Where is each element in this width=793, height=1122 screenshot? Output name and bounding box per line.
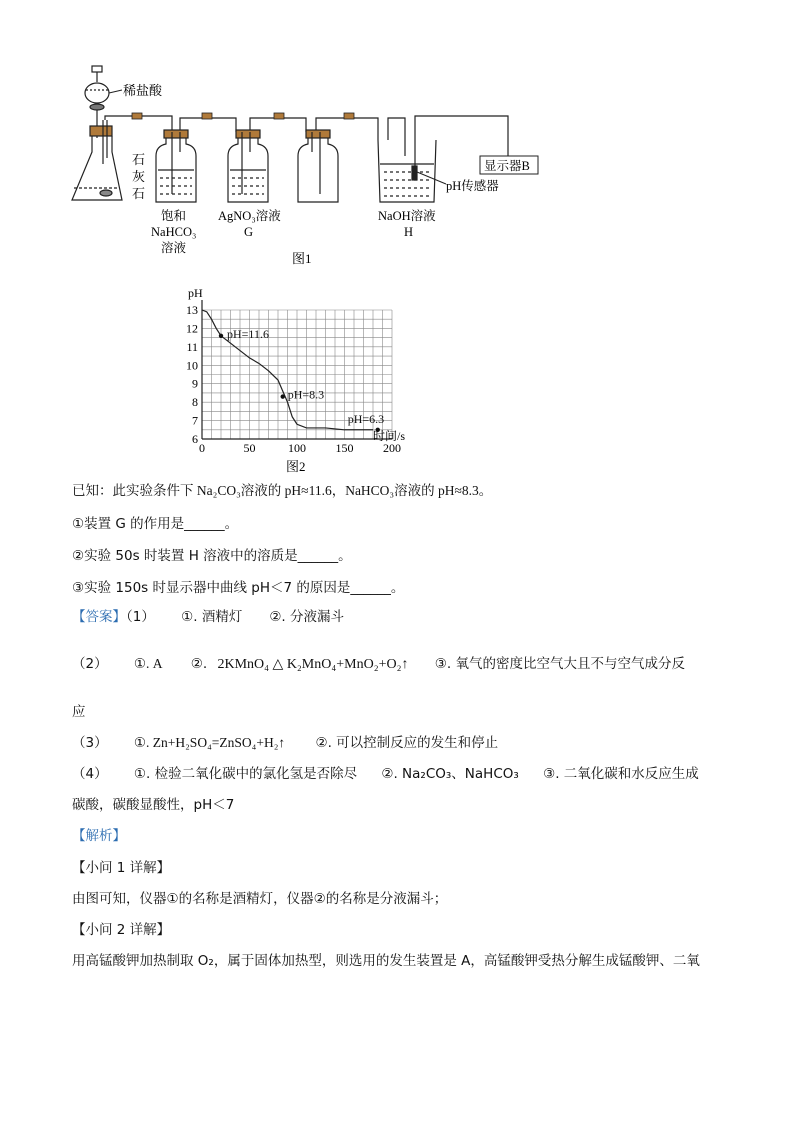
answer-3-line [72, 733, 498, 753]
x-tick-label: 200 [383, 441, 401, 455]
sub-question-2-text: 用高锰酸钾加热制取 O₂，属于固体加热型，则选用的发生装置是 A，高锰酸钾受热分解生成锰酸钾、二氧 [72, 953, 700, 969]
answer-tag: 【答案】 [72, 609, 126, 625]
x-tick-label: 50 [243, 441, 256, 455]
answer-4-part3: ③. 二氧化碳和水反应生成 [543, 766, 699, 782]
conical-flask [72, 120, 122, 200]
limestone-char-2: 灰 [132, 170, 146, 185]
y-tick-label: 6 [192, 432, 198, 446]
limestone-char-1: 石 [132, 153, 146, 168]
sub-question-1-text: 由图可知，仪器①的名称是酒精灯，仪器②的名称是分液漏斗； [72, 891, 448, 907]
answer-4-part1: ①. 检验二氧化碳中的氯化氢是否除尽 [133, 766, 358, 782]
question-1: ①装置 G 的作用是______。 [72, 516, 239, 532]
known-statement: 已知：此实验条件下 Na₂CO₃溶液的 pH≈11.6，NaHCO₃溶液的 pH≈8.3。 [72, 483, 493, 498]
bottle-nahco3 [156, 130, 196, 202]
answer-4-line [72, 764, 699, 784]
bottle-agno3 [228, 130, 268, 202]
sub-question-1-heading: 【小问 1 详解】 [72, 860, 171, 876]
beaker-label-2: H [404, 225, 414, 239]
bottle2-label-2: G [244, 225, 254, 239]
annotation-point [219, 334, 223, 338]
annotation-label: pH=11.6 [227, 326, 269, 341]
answer-3-part2: ②. 可以控制反应的发生和停止 [315, 735, 499, 751]
chart-annotations [219, 327, 384, 432]
answer-2-equation: 2KMnO₄ △ K₂MnO₄+MnO₂+O₂↑ [217, 657, 409, 672]
bottle1-label-1: 饱和 [161, 209, 187, 223]
y-tick-label: 12 [186, 321, 198, 336]
y-tick-label: 9 [192, 376, 198, 391]
answer-2-continuation: 应 [72, 704, 86, 720]
answer-1-line [72, 607, 344, 627]
annotation-label: pH=6.3 [347, 411, 385, 426]
y-tick-label: 11 [186, 339, 198, 354]
bottle1-label-2: NaHCO₃ [151, 225, 197, 239]
figure-1-apparatus [60, 60, 560, 275]
x-tick-label: 0 [199, 441, 205, 455]
bottle-empty [298, 130, 338, 202]
y-tick-label: 13 [186, 303, 198, 317]
acid-label: 稀盐酸 [123, 84, 163, 99]
answer-4-num: （4） [72, 766, 108, 782]
figure-1-caption: 图1 [292, 251, 312, 266]
answer-1-text: ①. 酒精灯 ②. 分液漏斗 [181, 609, 345, 625]
answer-1-num: （1） [126, 609, 155, 625]
sub-question-2-heading: 【小问 2 详解】 [72, 922, 171, 938]
annotation-point [281, 394, 285, 398]
answer-2-num: （2） [72, 656, 108, 672]
annotation-label: pH=8.3 [287, 387, 325, 402]
answer-2-part3: ③. 氧气的密度比空气大且不与空气成分反 [434, 656, 685, 672]
answer-3-num: （3） [72, 735, 108, 751]
chart-ylabel: pH [188, 286, 203, 300]
y-tick-label: 8 [192, 395, 198, 410]
answer-4-continuation: 碳酸，碳酸显酸性，pH＜7 [72, 797, 235, 813]
chart-xlabel: 时间/s [373, 429, 406, 443]
x-tick-label: 150 [335, 441, 354, 455]
figure-2-ph-chart [180, 282, 440, 477]
answer-3-part1: ①. Zn+H₂SO₄=ZnSO₄+H₂↑ [133, 735, 286, 750]
y-tick-label: 7 [192, 413, 198, 428]
analysis-tag: 【解析】 [72, 828, 126, 844]
question-3: ③实验 150s 时显示器中曲线 pH＜7 的原因是______。 [72, 580, 405, 596]
x-tick-label: 100 [288, 441, 306, 455]
sensor-label: pH传感器 [446, 179, 499, 193]
answer-2-part2: ②. [190, 656, 208, 672]
answer-4-part2: ②. Na₂CO₃、NaHCO₃ [381, 766, 519, 782]
question-2: ②实验 50s 时装置 H 溶液中的溶质是______。 [72, 548, 352, 564]
beaker-naoh [378, 140, 436, 202]
figure-2-caption: 图2 [286, 459, 306, 474]
beaker-label-1: NaOH溶液 [378, 209, 436, 223]
bottle1-label-3: 溶液 [161, 241, 187, 255]
tubing [105, 116, 508, 174]
limestone-char-3: 石 [132, 187, 146, 202]
answer-2-part1: ①. A [133, 656, 163, 671]
answer-2-line [72, 654, 685, 675]
display-label: 显示器B [484, 159, 530, 173]
bottle2-label-1: AgNO₃溶液 [218, 209, 281, 223]
y-tick-label: 10 [186, 358, 198, 373]
chart-ticks [186, 303, 401, 455]
